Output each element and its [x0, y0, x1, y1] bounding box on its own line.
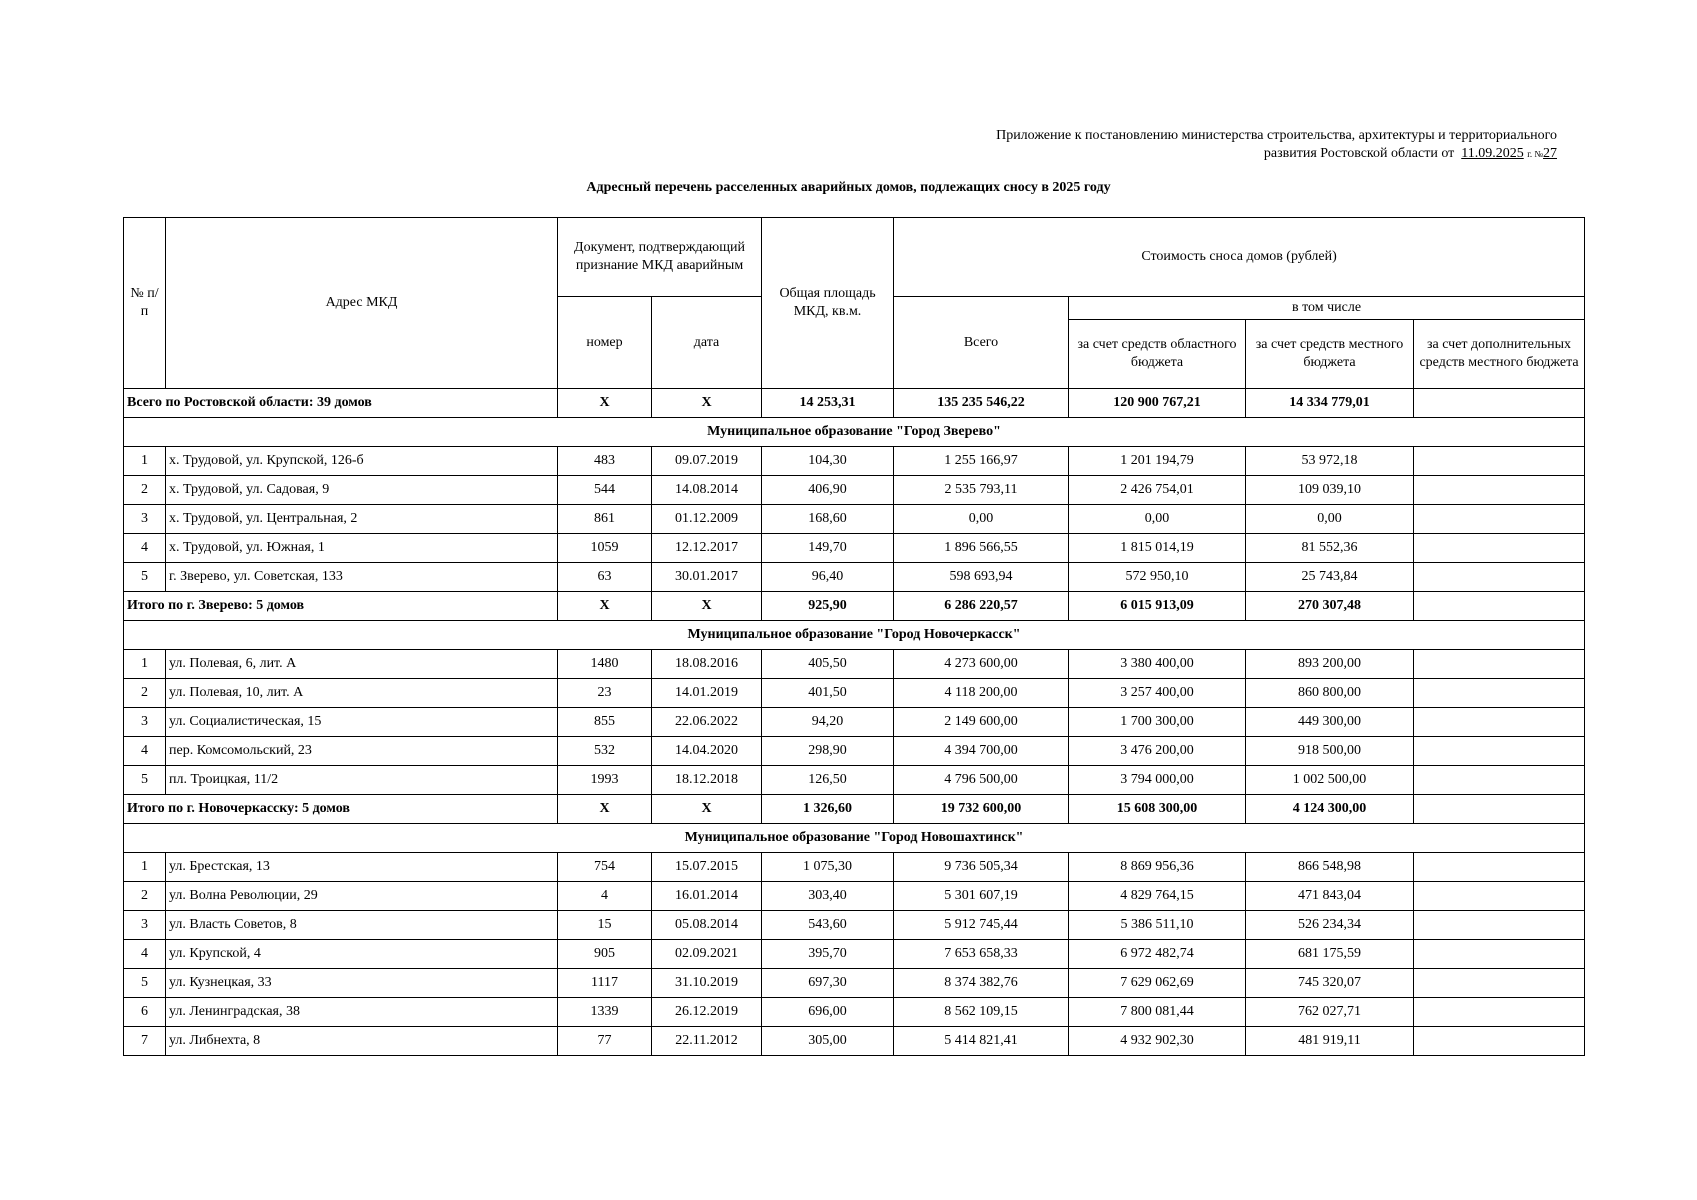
row-number: 2: [124, 476, 166, 505]
total-label: Всего по Ростовской области: 39 домов: [124, 389, 558, 418]
row-doc-number: 905: [558, 940, 652, 969]
col-num-header: № п/п: [124, 218, 166, 389]
col-doc-number-header: номер: [558, 297, 652, 389]
row-doc-date: 14.08.2014: [652, 476, 762, 505]
section-title: Муниципальное образование "Город Зверево": [124, 418, 1585, 447]
total-area: 1 326,60: [762, 795, 894, 824]
col-including-header: в том числе: [1069, 297, 1585, 320]
total-doc-date: X: [652, 795, 762, 824]
total-total: 19 732 600,00: [894, 795, 1069, 824]
table-row: [124, 679, 1585, 708]
row-additional: [1414, 679, 1585, 708]
total-local: 14 334 779,01: [1246, 389, 1414, 418]
total-doc-date: X: [652, 592, 762, 621]
row-regional: 3 257 400,00: [1069, 679, 1246, 708]
section-title-row: [124, 824, 1585, 853]
total-doc-number: X: [558, 389, 652, 418]
table-row: [124, 534, 1585, 563]
row-additional: [1414, 708, 1585, 737]
row-address: ул. Брестская, 13: [166, 853, 558, 882]
total-local: 270 307,48: [1246, 592, 1414, 621]
row-total: 8 374 382,76: [894, 969, 1069, 998]
row-number: 5: [124, 969, 166, 998]
row-local: 860 800,00: [1246, 679, 1414, 708]
subtotal-row: [124, 795, 1585, 824]
table-row: [124, 998, 1585, 1027]
total-doc-date: X: [652, 389, 762, 418]
table-row: [124, 940, 1585, 969]
total-local: 4 124 300,00: [1246, 795, 1414, 824]
row-regional: 7 629 062,69: [1069, 969, 1246, 998]
total-label: Итого по г. Зверево: 5 домов: [124, 592, 558, 621]
row-area: 94,20: [762, 708, 894, 737]
row-address: ул. Социалистическая, 15: [166, 708, 558, 737]
row-additional: [1414, 650, 1585, 679]
section-title: Муниципальное образование "Город Новошахтинск": [124, 824, 1585, 853]
row-total: 5 912 745,44: [894, 911, 1069, 940]
row-regional: 4 932 902,30: [1069, 1027, 1246, 1056]
row-local: 25 743,84: [1246, 563, 1414, 592]
row-doc-date: 01.12.2009: [652, 505, 762, 534]
row-area: 168,60: [762, 505, 894, 534]
table-row: [124, 650, 1585, 679]
table-row: [124, 911, 1585, 940]
row-area: 405,50: [762, 650, 894, 679]
row-number: 4: [124, 534, 166, 563]
row-total: 5 414 821,41: [894, 1027, 1069, 1056]
row-doc-date: 14.04.2020: [652, 737, 762, 766]
total-area: 14 253,31: [762, 389, 894, 418]
row-doc-number: 63: [558, 563, 652, 592]
row-doc-number: 4: [558, 882, 652, 911]
row-local: 481 919,11: [1246, 1027, 1414, 1056]
row-total: 4 394 700,00: [894, 737, 1069, 766]
table-row: [124, 969, 1585, 998]
houses-table: [123, 217, 1585, 1056]
col-local-header: за счет средств местного бюджета: [1246, 320, 1414, 389]
total-additional: [1414, 389, 1585, 418]
row-local: 681 175,59: [1246, 940, 1414, 969]
row-number: 3: [124, 708, 166, 737]
row-total: 2 149 600,00: [894, 708, 1069, 737]
row-address: ул. Волна Революции, 29: [166, 882, 558, 911]
row-doc-date: 30.01.2017: [652, 563, 762, 592]
header-number: 27: [1543, 146, 1557, 161]
row-doc-number: 23: [558, 679, 652, 708]
total-regional: 15 608 300,00: [1069, 795, 1246, 824]
row-doc-number: 1480: [558, 650, 652, 679]
row-doc-number: 1339: [558, 998, 652, 1027]
row-local: 866 548,98: [1246, 853, 1414, 882]
section-title-row: [124, 621, 1585, 650]
row-address: ул. Полевая, 6, лит. А: [166, 650, 558, 679]
row-doc-number: 532: [558, 737, 652, 766]
row-regional: 1 815 014,19: [1069, 534, 1246, 563]
row-doc-date: 26.12.2019: [652, 998, 762, 1027]
row-area: 305,00: [762, 1027, 894, 1056]
row-number: 1: [124, 447, 166, 476]
row-additional: [1414, 969, 1585, 998]
row-area: 406,90: [762, 476, 894, 505]
row-number: 3: [124, 911, 166, 940]
row-doc-date: 18.08.2016: [652, 650, 762, 679]
row-total: 5 301 607,19: [894, 882, 1069, 911]
row-address: х. Трудовой, ул. Садовая, 9: [166, 476, 558, 505]
row-doc-date: 14.01.2019: [652, 679, 762, 708]
row-total: 4 796 500,00: [894, 766, 1069, 795]
row-additional: [1414, 505, 1585, 534]
row-number: 7: [124, 1027, 166, 1056]
row-area: 543,60: [762, 911, 894, 940]
row-local: 471 843,04: [1246, 882, 1414, 911]
total-additional: [1414, 592, 1585, 621]
row-regional: 3 380 400,00: [1069, 650, 1246, 679]
row-area: 395,70: [762, 940, 894, 969]
row-total: 1 255 166,97: [894, 447, 1069, 476]
row-doc-number: 544: [558, 476, 652, 505]
row-doc-date: 02.09.2021: [652, 940, 762, 969]
row-area: 298,90: [762, 737, 894, 766]
row-number: 6: [124, 998, 166, 1027]
col-total-header: Всего: [894, 297, 1069, 389]
row-regional: 7 800 081,44: [1069, 998, 1246, 1027]
row-local: 745 320,07: [1246, 969, 1414, 998]
row-regional: 1 201 194,79: [1069, 447, 1246, 476]
row-doc-number: 861: [558, 505, 652, 534]
row-doc-number: 754: [558, 853, 652, 882]
table-row: [124, 447, 1585, 476]
row-address: х. Трудовой, ул. Южная, 1: [166, 534, 558, 563]
row-local: 526 234,34: [1246, 911, 1414, 940]
row-additional: [1414, 534, 1585, 563]
document-title: Адресный перечень расселенных аварийных домов, подлежащих сносу в 2025 году: [586, 180, 1111, 195]
row-total: 9 736 505,34: [894, 853, 1069, 882]
row-total: 598 693,94: [894, 563, 1069, 592]
row-area: 303,40: [762, 882, 894, 911]
section-title-row: [124, 418, 1585, 447]
row-additional: [1414, 853, 1585, 882]
header-line-1: Приложение к постановлению министерства строительства, архитектуры и территориального: [996, 128, 1557, 143]
row-area: 401,50: [762, 679, 894, 708]
row-doc-number: 1117: [558, 969, 652, 998]
row-number: 1: [124, 650, 166, 679]
row-doc-date: 09.07.2019: [652, 447, 762, 476]
row-local: 449 300,00: [1246, 708, 1414, 737]
total-regional: 6 015 913,09: [1069, 592, 1246, 621]
row-doc-date: 15.07.2015: [652, 853, 762, 882]
col-address-header: Адрес МКД: [166, 218, 558, 389]
table-row: [124, 766, 1585, 795]
row-total: 2 535 793,11: [894, 476, 1069, 505]
row-address: ул. Власть Советов, 8: [166, 911, 558, 940]
table-row: [124, 737, 1585, 766]
row-address: ул. Кузнецкая, 33: [166, 969, 558, 998]
row-regional: 6 972 482,74: [1069, 940, 1246, 969]
row-local: 109 039,10: [1246, 476, 1414, 505]
row-regional: 2 426 754,01: [1069, 476, 1246, 505]
row-doc-number: 1059: [558, 534, 652, 563]
row-address: ул. Крупской, 4: [166, 940, 558, 969]
row-number: 2: [124, 882, 166, 911]
row-area: 126,50: [762, 766, 894, 795]
row-number: 4: [124, 737, 166, 766]
row-address: пер. Комсомольский, 23: [166, 737, 558, 766]
row-doc-date: 05.08.2014: [652, 911, 762, 940]
total-total: 135 235 546,22: [894, 389, 1069, 418]
row-regional: 5 386 511,10: [1069, 911, 1246, 940]
row-total: 7 653 658,33: [894, 940, 1069, 969]
table-row: [124, 1027, 1585, 1056]
subtotal-row: [124, 592, 1585, 621]
row-total: 4 273 600,00: [894, 650, 1069, 679]
row-local: 918 500,00: [1246, 737, 1414, 766]
row-regional: 572 950,10: [1069, 563, 1246, 592]
total-regional: 120 900 767,21: [1069, 389, 1246, 418]
row-address: х. Трудовой, ул. Центральная, 2: [166, 505, 558, 534]
header-date: 11.09.2025: [1461, 146, 1524, 161]
row-regional: 8 869 956,36: [1069, 853, 1246, 882]
row-regional: 3 794 000,00: [1069, 766, 1246, 795]
total-label: Итого по г. Новочеркасску: 5 домов: [124, 795, 558, 824]
row-doc-date: 16.01.2014: [652, 882, 762, 911]
row-address: ул. Либнехта, 8: [166, 1027, 558, 1056]
row-number: 3: [124, 505, 166, 534]
total-doc-number: X: [558, 592, 652, 621]
total-additional: [1414, 795, 1585, 824]
row-additional: [1414, 882, 1585, 911]
row-local: 81 552,36: [1246, 534, 1414, 563]
table-row: [124, 505, 1585, 534]
row-number: 2: [124, 679, 166, 708]
row-number: 1: [124, 853, 166, 882]
row-area: 1 075,30: [762, 853, 894, 882]
row-area: 697,30: [762, 969, 894, 998]
table-row: [124, 476, 1585, 505]
row-local: 893 200,00: [1246, 650, 1414, 679]
grand-total-row: [124, 389, 1585, 418]
col-document-header: Документ, подтверждающий признание МКД аварийным: [558, 218, 762, 297]
col-doc-date-header: дата: [652, 297, 762, 389]
header-line-2: [996, 145, 1557, 163]
total-doc-number: X: [558, 795, 652, 824]
total-total: 6 286 220,57: [894, 592, 1069, 621]
table-row: [124, 563, 1585, 592]
row-additional: [1414, 911, 1585, 940]
table-row: [124, 708, 1585, 737]
table-row: [124, 882, 1585, 911]
row-regional: 0,00: [1069, 505, 1246, 534]
row-total: 1 896 566,55: [894, 534, 1069, 563]
row-local: 762 027,71: [1246, 998, 1414, 1027]
row-number: 4: [124, 940, 166, 969]
row-additional: [1414, 766, 1585, 795]
section-title: Муниципальное образование "Город Новочеркасск": [124, 621, 1585, 650]
row-total: 8 562 109,15: [894, 998, 1069, 1027]
table-row: [124, 853, 1585, 882]
row-additional: [1414, 1027, 1585, 1056]
col-area-header: Общая площадь МКД, кв.м.: [762, 218, 894, 389]
total-area: 925,90: [762, 592, 894, 621]
row-total: 4 118 200,00: [894, 679, 1069, 708]
row-address: г. Зверево, ул. Советская, 133: [166, 563, 558, 592]
row-address: пл. Троицкая, 11/2: [166, 766, 558, 795]
header-number-label: г. №: [1527, 149, 1543, 159]
row-regional: 3 476 200,00: [1069, 737, 1246, 766]
row-area: 696,00: [762, 998, 894, 1027]
row-area: 149,70: [762, 534, 894, 563]
header-prefix: развития Ростовской области от: [1263, 146, 1455, 161]
document-header: [996, 127, 1557, 163]
row-address: ул. Ленинградская, 38: [166, 998, 558, 1027]
row-address: ул. Полевая, 10, лит. А: [166, 679, 558, 708]
row-doc-number: 855: [558, 708, 652, 737]
row-doc-number: 483: [558, 447, 652, 476]
row-number: 5: [124, 563, 166, 592]
row-additional: [1414, 737, 1585, 766]
row-additional: [1414, 447, 1585, 476]
row-total: 0,00: [894, 505, 1069, 534]
row-doc-number: 77: [558, 1027, 652, 1056]
row-regional: 4 829 764,15: [1069, 882, 1246, 911]
col-cost-header: Стоимость сноса домов (рублей): [894, 218, 1585, 297]
col-regional-header: за счет средств областного бюджета: [1069, 320, 1246, 389]
row-doc-date: 22.11.2012: [652, 1027, 762, 1056]
row-local: 1 002 500,00: [1246, 766, 1414, 795]
row-doc-date: 31.10.2019: [652, 969, 762, 998]
row-number: 5: [124, 766, 166, 795]
row-address: х. Трудовой, ул. Крупской, 126-б: [166, 447, 558, 476]
header-row-1: [124, 218, 1585, 297]
row-additional: [1414, 998, 1585, 1027]
row-additional: [1414, 476, 1585, 505]
row-local: 53 972,18: [1246, 447, 1414, 476]
row-doc-date: 18.12.2018: [652, 766, 762, 795]
row-doc-date: 12.12.2017: [652, 534, 762, 563]
row-area: 96,40: [762, 563, 894, 592]
row-additional: [1414, 563, 1585, 592]
row-regional: 1 700 300,00: [1069, 708, 1246, 737]
row-doc-date: 22.06.2022: [652, 708, 762, 737]
row-doc-number: 15: [558, 911, 652, 940]
row-doc-number: 1993: [558, 766, 652, 795]
row-local: 0,00: [1246, 505, 1414, 534]
row-area: 104,30: [762, 447, 894, 476]
col-additional-header: за счет дополнительных средств местного бюджета: [1414, 320, 1585, 389]
row-additional: [1414, 940, 1585, 969]
